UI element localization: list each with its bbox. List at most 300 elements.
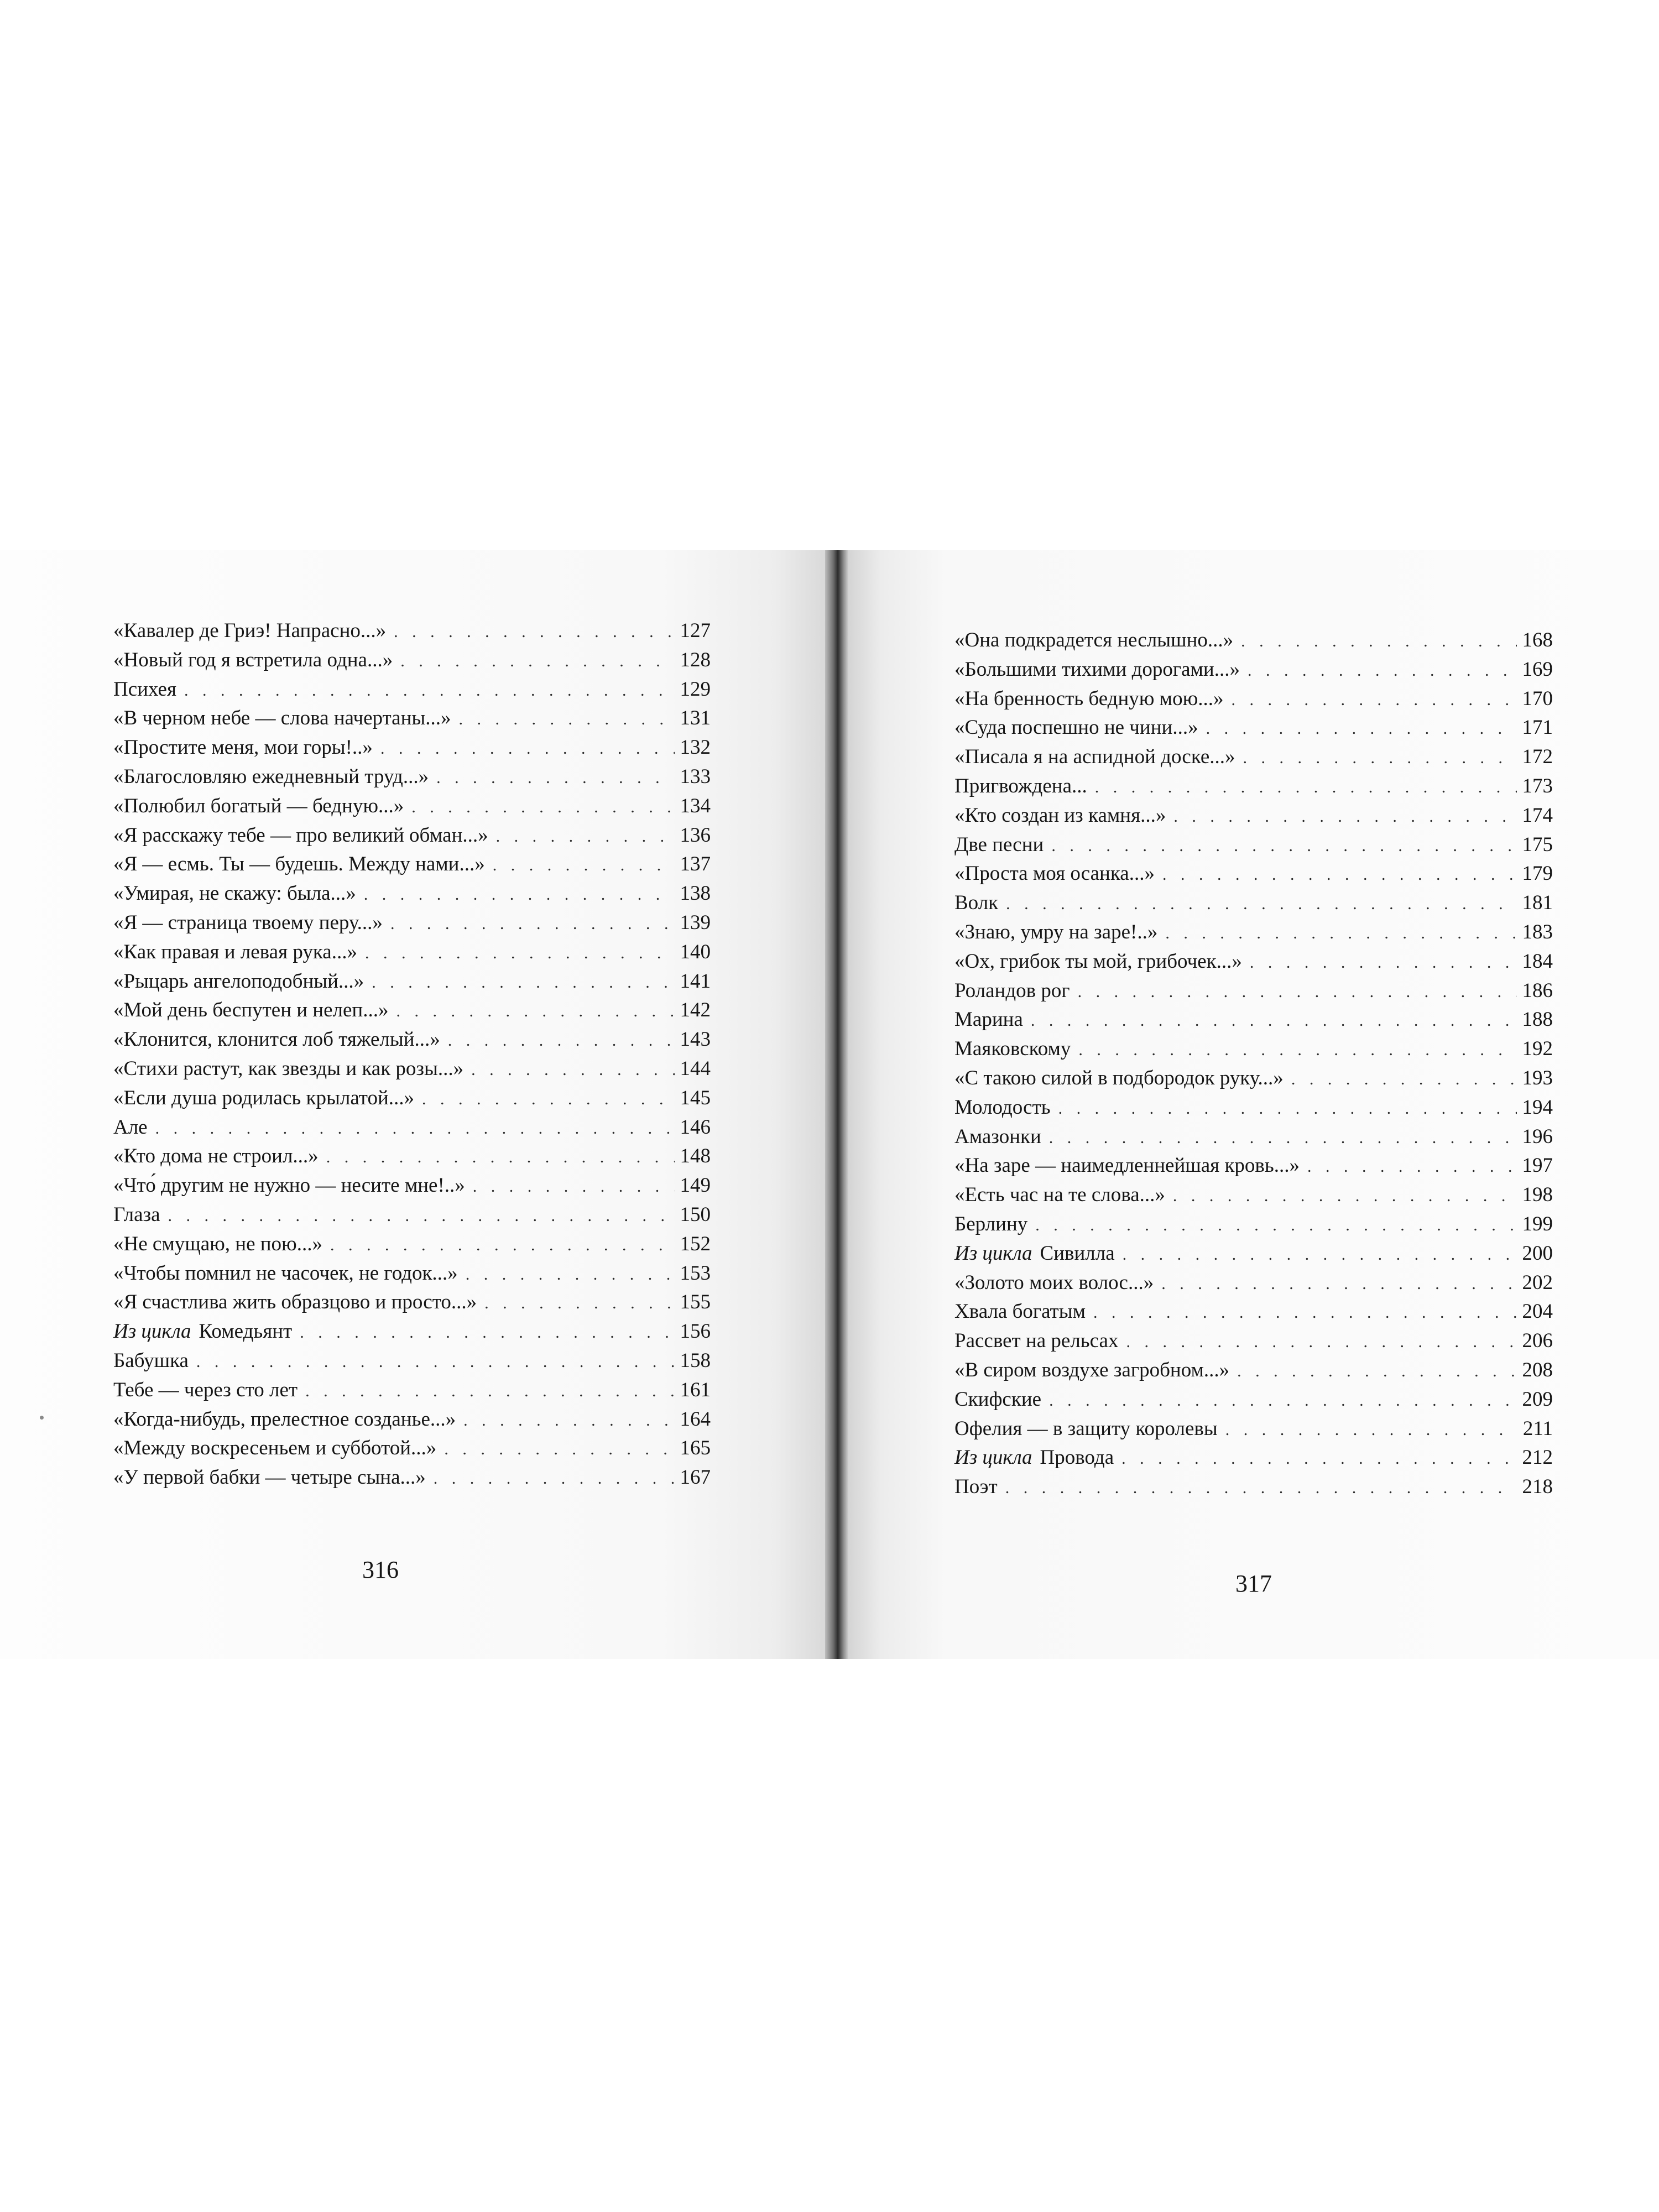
toc-entry xyxy=(113,1142,711,1171)
toc-title-text: Психея xyxy=(113,677,176,701)
dot-leader xyxy=(364,880,675,910)
toc-entry-title xyxy=(113,1171,465,1201)
toc-page-number: 137 xyxy=(680,853,711,876)
left-page xyxy=(0,550,825,1659)
toc-title-text: Бабушка xyxy=(113,1349,189,1372)
toc-page-number: 192 xyxy=(1522,1037,1553,1061)
dot-leader xyxy=(1291,1065,1517,1094)
toc-title-text: «Кто создан из камня...» xyxy=(954,804,1166,827)
toc-title-text: Роландов рог xyxy=(954,979,1070,1002)
dot-leader xyxy=(1123,1240,1517,1270)
toc-title-text: «Стихи растут, как звезды и как розы...» xyxy=(113,1057,464,1080)
dot-leader xyxy=(1126,1328,1516,1357)
toc-title-text: Волк xyxy=(954,891,999,915)
toc-entry-title xyxy=(113,1434,436,1463)
toc-entry-title xyxy=(113,879,356,909)
toc-page-number: 153 xyxy=(680,1261,711,1285)
toc-title-text: Поэт xyxy=(954,1475,998,1499)
toc-page-number: 158 xyxy=(680,1349,711,1372)
toc-entry-title xyxy=(113,1288,477,1317)
toc-entry-title xyxy=(113,909,383,938)
toc-page-number: 164 xyxy=(680,1407,711,1431)
dot-leader xyxy=(1237,1357,1516,1386)
toc-entry xyxy=(954,655,1553,685)
toc-entry xyxy=(954,1443,1553,1473)
toc-entry xyxy=(954,1123,1553,1152)
toc-entry xyxy=(113,792,711,821)
toc-entry xyxy=(113,996,711,1025)
toc-page-number: 200 xyxy=(1522,1241,1553,1265)
dot-leader xyxy=(396,997,674,1026)
toc-title-text: «Полюбил богатый — бедную...» xyxy=(113,794,404,817)
dot-leader xyxy=(493,851,675,880)
dot-leader xyxy=(1307,1152,1516,1182)
dot-leader xyxy=(1035,1211,1516,1240)
toc-page-number: 183 xyxy=(1522,920,1553,943)
toc-entry xyxy=(113,1055,711,1084)
toc-title-text: «Я — страница твоему перу...» xyxy=(113,911,383,934)
toc-entry xyxy=(954,1064,1553,1093)
toc-entry xyxy=(113,1288,711,1317)
dot-leader xyxy=(411,793,674,822)
toc-cycle-label: Из цикла xyxy=(113,1320,191,1343)
dot-leader xyxy=(422,1085,674,1114)
toc-entry xyxy=(113,1317,711,1347)
toc-page-number: 188 xyxy=(1522,1008,1553,1031)
toc-entry-title xyxy=(954,889,998,918)
dot-leader xyxy=(196,1348,675,1377)
toc-entry-title xyxy=(113,1084,414,1113)
toc-page-number: 197 xyxy=(1522,1154,1553,1177)
toc-entry-title xyxy=(954,1269,1154,1298)
toc-entry xyxy=(954,772,1553,801)
toc-title-text: «С такою силой в подбородок руку...» xyxy=(954,1066,1284,1089)
toc-page-number: 148 xyxy=(680,1145,711,1168)
toc-title-text: Хвала богатым xyxy=(954,1300,1086,1323)
toc-page-number: 170 xyxy=(1522,687,1553,710)
dot-leader xyxy=(1006,890,1516,919)
toc-page-number: 194 xyxy=(1522,1095,1553,1119)
toc-title-text: Сивилла xyxy=(1040,1241,1115,1265)
toc-entry-title xyxy=(113,1201,160,1230)
toc-page-number: 196 xyxy=(1522,1125,1553,1148)
dot-leader xyxy=(1093,1298,1517,1328)
toc-page-number: 198 xyxy=(1522,1183,1553,1207)
toc-page-number: 206 xyxy=(1522,1329,1553,1353)
toc-entry-title xyxy=(954,1123,1041,1152)
toc-title-text: «Знаю, умру на заре!..» xyxy=(954,920,1158,943)
dot-leader xyxy=(326,1143,675,1172)
dot-leader xyxy=(436,764,674,793)
toc-entry xyxy=(954,743,1553,772)
toc-entry-title xyxy=(954,1385,1041,1415)
toc-page-number: 138 xyxy=(680,882,711,905)
toc-title-text: Две песни xyxy=(954,833,1044,856)
dot-leader xyxy=(1031,1006,1517,1036)
toc-entry-title xyxy=(113,1025,440,1055)
toc-title-text: «Я — есмь. Ты — будешь. Между нами...» xyxy=(113,853,485,876)
toc-title-text: «Кавалер де Гриэ! Напрасно...» xyxy=(113,619,387,642)
toc-title-text: Офелия — в защиту королевы xyxy=(954,1417,1218,1440)
toc-title-text: Глаза xyxy=(113,1203,160,1226)
dot-leader xyxy=(400,647,674,676)
toc-page-number: 184 xyxy=(1522,950,1553,973)
toc-page-number: 167 xyxy=(680,1466,711,1489)
book-spread xyxy=(0,550,1659,1659)
dot-leader xyxy=(1058,1094,1517,1124)
toc-title-text: Пригвождена... xyxy=(954,774,1087,797)
toc-page-number: 155 xyxy=(680,1291,711,1314)
toc-entry xyxy=(954,977,1553,1006)
dot-leader xyxy=(444,1435,674,1464)
dot-leader xyxy=(1078,978,1517,1007)
toc-entry xyxy=(113,1025,711,1055)
toc-entry xyxy=(113,1084,711,1113)
toc-page-number: 165 xyxy=(680,1437,711,1460)
toc-entry-title xyxy=(954,977,1070,1006)
toc-entry-title xyxy=(113,850,485,879)
toc-page-number: 173 xyxy=(1522,774,1553,797)
dot-leader xyxy=(466,1260,675,1290)
right-toc-list xyxy=(954,626,1553,1502)
toc-title-text: «Благословляю ежедневный труд...» xyxy=(113,765,429,788)
dot-leader xyxy=(1121,1444,1516,1474)
toc-entry-title xyxy=(113,733,373,763)
toc-page-number: 141 xyxy=(680,969,711,993)
toc-entry xyxy=(954,801,1553,831)
toc-entry xyxy=(954,1210,1553,1239)
toc-entry xyxy=(113,938,711,967)
toc-entry-title xyxy=(954,1064,1284,1093)
toc-entry xyxy=(954,918,1553,947)
toc-entry xyxy=(954,1239,1553,1269)
dot-leader xyxy=(300,1318,674,1348)
dot-leader xyxy=(473,1172,675,1202)
toc-entry-title xyxy=(113,1405,456,1434)
toc-title-text: «Рыцарь ангелоподобный...» xyxy=(113,969,364,993)
dot-leader xyxy=(496,822,675,852)
toc-entry-title xyxy=(954,1473,998,1502)
toc-page-number: 146 xyxy=(680,1115,711,1139)
toc-title-text: «Писала я на аспидной доске...» xyxy=(954,745,1235,769)
toc-entry xyxy=(113,1434,711,1463)
toc-entry xyxy=(954,1415,1553,1444)
dot-leader xyxy=(484,1289,674,1318)
dot-leader xyxy=(1243,744,1517,773)
toc-entry-title xyxy=(954,655,1240,685)
toc-title-text: Але xyxy=(113,1115,148,1139)
toc-page-number: 168 xyxy=(1522,629,1553,651)
toc-title-text: Марина xyxy=(954,1008,1023,1031)
dot-leader xyxy=(458,705,674,734)
toc-title-text: «Она подкрадется неслышно...» xyxy=(954,629,1234,651)
toc-page-number: 142 xyxy=(680,999,711,1022)
toc-entry xyxy=(113,1259,711,1288)
toc-entry-title xyxy=(113,996,388,1025)
toc-entry-title xyxy=(954,1035,1071,1064)
toc-entry-title xyxy=(113,617,386,646)
left-page-number: 316 xyxy=(362,1556,399,1583)
toc-page-number: 129 xyxy=(680,677,711,701)
toc-entry xyxy=(954,1385,1553,1415)
toc-page-number: 132 xyxy=(680,736,711,759)
toc-entry xyxy=(954,1093,1553,1123)
toc-entry xyxy=(954,1151,1553,1181)
toc-entry xyxy=(113,733,711,763)
toc-entry-title xyxy=(954,918,1157,947)
dot-leader xyxy=(372,968,674,998)
toc-title-text: Амазонки xyxy=(954,1125,1041,1148)
toc-entry xyxy=(113,1201,711,1230)
toc-title-text: «Простите меня, мои горы!..» xyxy=(113,736,373,759)
dot-leader xyxy=(1248,656,1517,686)
toc-entry-title xyxy=(954,1297,1086,1327)
toc-entry-title xyxy=(954,626,1233,655)
toc-entry-title xyxy=(113,967,364,997)
toc-entry xyxy=(954,1297,1553,1327)
toc-page-number: 174 xyxy=(1522,804,1553,827)
toc-entry-title xyxy=(113,1113,148,1142)
toc-title-text: Провода xyxy=(1040,1446,1114,1469)
toc-entry-title xyxy=(113,1347,189,1376)
toc-entry xyxy=(954,1473,1553,1502)
dot-leader xyxy=(380,734,675,764)
toc-title-text: «Большими тихими дорогами...» xyxy=(954,658,1240,681)
toc-entry xyxy=(113,704,711,733)
toc-title-text: «У первой бабки — четыре сына...» xyxy=(113,1466,426,1489)
toc-entry xyxy=(113,850,711,879)
toc-title-text: «Между воскресеньем и субботой...» xyxy=(113,1437,437,1460)
toc-page-number: 161 xyxy=(680,1378,711,1401)
toc-title-text: «Ох, грибок ты мой, грибочек...» xyxy=(954,950,1242,973)
dot-leader xyxy=(1049,1124,1517,1153)
toc-page-number: 171 xyxy=(1522,716,1553,739)
toc-page-number: 175 xyxy=(1522,833,1553,856)
left-toc-list xyxy=(113,617,711,1493)
toc-entry xyxy=(954,1181,1553,1210)
toc-entry-title xyxy=(113,1317,292,1347)
dot-leader xyxy=(1250,948,1517,978)
toc-title-text: «Что́ другим не нужно — несите мне!..» xyxy=(113,1174,465,1197)
toc-entry-title xyxy=(954,831,1044,860)
toc-entry xyxy=(113,1171,711,1201)
toc-title-text: «Чтобы помнил не часочек, не годок...» xyxy=(113,1261,458,1285)
toc-entry-title xyxy=(954,801,1166,831)
toc-page-number: 140 xyxy=(680,940,711,963)
dot-leader xyxy=(1162,860,1517,890)
toc-page-number: 179 xyxy=(1522,862,1553,885)
toc-title-text: Рассвет на рельсах xyxy=(954,1329,1119,1353)
toc-entry xyxy=(113,967,711,997)
dot-leader xyxy=(434,1464,675,1494)
toc-page-number: 208 xyxy=(1522,1358,1553,1381)
toc-page-number: 186 xyxy=(1522,979,1553,1002)
toc-entry xyxy=(954,685,1553,714)
dot-leader xyxy=(1173,802,1516,832)
toc-page-number: 172 xyxy=(1522,745,1553,769)
toc-entry xyxy=(113,1230,711,1259)
toc-title-text: «Есть час на те слова...» xyxy=(954,1183,1165,1207)
dot-leader xyxy=(1095,773,1517,802)
dot-leader xyxy=(390,910,675,939)
toc-entry-title xyxy=(954,1151,1300,1181)
toc-title-text: Комедьянт xyxy=(199,1320,293,1343)
toc-entry xyxy=(954,889,1553,918)
toc-entry xyxy=(954,859,1553,889)
toc-page-number: 136 xyxy=(680,823,711,847)
toc-entry-title xyxy=(113,1463,426,1493)
toc-page-number: 149 xyxy=(680,1174,711,1197)
toc-page-number: 134 xyxy=(680,794,711,817)
toc-title-text: «В черном небе — слова начертаны...» xyxy=(113,707,451,730)
toc-entry xyxy=(954,1356,1553,1385)
toc-title-text: «Новый год я встретила одна...» xyxy=(113,648,393,671)
dot-leader xyxy=(184,676,675,706)
toc-title-text: «Как правая и левая рука...» xyxy=(113,940,357,963)
toc-entry-title xyxy=(113,1142,319,1171)
toc-title-text: «Кто дома не строил...» xyxy=(113,1145,319,1168)
toc-entry-title xyxy=(113,792,404,821)
toc-entry-title xyxy=(954,859,1155,889)
dot-leader xyxy=(305,1377,674,1406)
toc-page-number: 169 xyxy=(1522,658,1553,681)
toc-entry xyxy=(113,1405,711,1434)
toc-title-text: «На заре — наимедленнейшая кровь...» xyxy=(954,1154,1300,1177)
dot-leader xyxy=(168,1202,675,1231)
dot-leader xyxy=(1161,1270,1516,1299)
toc-title-text: Тебе — через сто лет xyxy=(113,1378,298,1401)
toc-entry-title xyxy=(954,772,1087,801)
toc-entry xyxy=(113,617,711,646)
toc-cycle-label: Из цикла xyxy=(954,1446,1032,1469)
toc-entry-title xyxy=(954,1181,1165,1210)
toc-title-text: «Мой день беспутен и нелеп...» xyxy=(113,999,389,1022)
dot-leader xyxy=(1173,1182,1517,1211)
toc-page-number: 139 xyxy=(680,911,711,934)
toc-entry-title xyxy=(954,685,1223,714)
toc-title-text: «Проста моя осанка...» xyxy=(954,862,1155,885)
dot-leader xyxy=(394,618,674,647)
toc-entry-title xyxy=(113,1230,322,1259)
toc-page-number: 150 xyxy=(680,1203,711,1226)
dot-leader xyxy=(1231,686,1516,715)
dot-leader xyxy=(1078,1036,1516,1065)
toc-title-text: Маяковскому xyxy=(954,1037,1071,1061)
toc-entry xyxy=(113,763,711,792)
toc-page-number: 152 xyxy=(680,1232,711,1255)
toc-entry-title xyxy=(954,1415,1218,1444)
dot-leader xyxy=(1051,832,1516,861)
toc-entry-title xyxy=(113,704,451,733)
dot-leader xyxy=(330,1231,675,1260)
toc-page-number: 218 xyxy=(1522,1475,1553,1499)
toc-page-number: 128 xyxy=(680,648,711,671)
toc-entry-title xyxy=(113,1376,298,1405)
toc-title-text: «Я расскажу тебе — про великий обман...» xyxy=(113,823,488,847)
toc-entry-title xyxy=(954,1356,1229,1385)
dot-leader xyxy=(1005,1474,1517,1503)
toc-page-number: 209 xyxy=(1522,1387,1553,1411)
toc-entry-title xyxy=(113,675,176,705)
toc-page-number: 127 xyxy=(680,619,711,642)
toc-cycle-label: Из цикла xyxy=(954,1241,1032,1265)
toc-page-number: 204 xyxy=(1522,1300,1553,1323)
toc-entry-title xyxy=(954,1005,1023,1035)
toc-entry xyxy=(954,831,1553,860)
toc-entry-title xyxy=(954,743,1235,772)
toc-entry-title xyxy=(113,1259,458,1288)
dot-leader xyxy=(471,1056,674,1085)
toc-entry xyxy=(954,1327,1553,1356)
paper-speck xyxy=(40,1416,44,1420)
toc-entry-title xyxy=(954,1210,1027,1239)
toc-entry xyxy=(113,675,711,705)
toc-page-number: 202 xyxy=(1522,1271,1553,1294)
toc-title-text: «Суда поспешно не чини...» xyxy=(954,716,1198,739)
toc-entry xyxy=(113,909,711,938)
toc-title-text: Берлину xyxy=(954,1212,1028,1235)
toc-entry xyxy=(113,646,711,675)
dot-leader xyxy=(155,1114,675,1144)
toc-page-number: 212 xyxy=(1522,1446,1553,1469)
dot-leader xyxy=(1206,714,1517,744)
toc-page-number: 133 xyxy=(680,765,711,788)
toc-title-text: «В сиром воздухе загробном...» xyxy=(954,1358,1230,1381)
dot-leader xyxy=(1165,919,1516,948)
toc-entry-title xyxy=(954,1443,1114,1473)
toc-entry xyxy=(954,1035,1553,1064)
toc-title-text: «Умирая, не скажу: была...» xyxy=(113,882,356,905)
toc-entry xyxy=(954,1005,1553,1035)
toc-entry xyxy=(954,626,1553,655)
toc-entry-title xyxy=(954,713,1198,743)
toc-entry xyxy=(113,1347,711,1376)
toc-entry-title xyxy=(954,947,1242,977)
right-page xyxy=(848,550,1659,1659)
toc-entry xyxy=(954,947,1553,977)
toc-entry xyxy=(113,1463,711,1493)
dot-leader xyxy=(1225,1416,1517,1445)
toc-title-text: «Я счастлива жить образцово и просто...» xyxy=(113,1291,477,1314)
dot-leader xyxy=(1241,627,1516,656)
toc-page-number: 131 xyxy=(680,707,711,730)
toc-entry-title xyxy=(954,1239,1115,1269)
book-gutter xyxy=(825,550,848,1659)
toc-entry xyxy=(113,1113,711,1142)
dot-leader xyxy=(1049,1386,1516,1416)
toc-entry-title xyxy=(113,938,357,967)
toc-page-number: 144 xyxy=(680,1057,711,1080)
toc-entry-title xyxy=(954,1093,1051,1123)
toc-entry xyxy=(954,713,1553,743)
toc-title-text: «На бренность бедную мою...» xyxy=(954,687,1224,710)
toc-entry xyxy=(113,1376,711,1405)
dot-leader xyxy=(448,1026,675,1056)
toc-title-text: «Когда-нибудь, прелестное созданье...» xyxy=(113,1407,456,1431)
toc-title-text: «Если душа родилась крылатой...» xyxy=(113,1086,415,1109)
toc-page-number: 143 xyxy=(680,1028,711,1051)
toc-title-text: Молодость xyxy=(954,1095,1051,1119)
toc-page-number: 211 xyxy=(1522,1417,1553,1440)
right-page-number: 317 xyxy=(1235,1570,1272,1597)
dot-leader xyxy=(365,939,675,968)
toc-title-text: «Клонится, клонится лоб тяжелый...» xyxy=(113,1028,440,1051)
toc-page-number: 193 xyxy=(1522,1066,1553,1089)
toc-entry-title xyxy=(113,821,488,851)
toc-entry xyxy=(113,879,711,909)
toc-page-number: 156 xyxy=(680,1320,711,1343)
toc-title-text: Скифские xyxy=(954,1387,1042,1411)
